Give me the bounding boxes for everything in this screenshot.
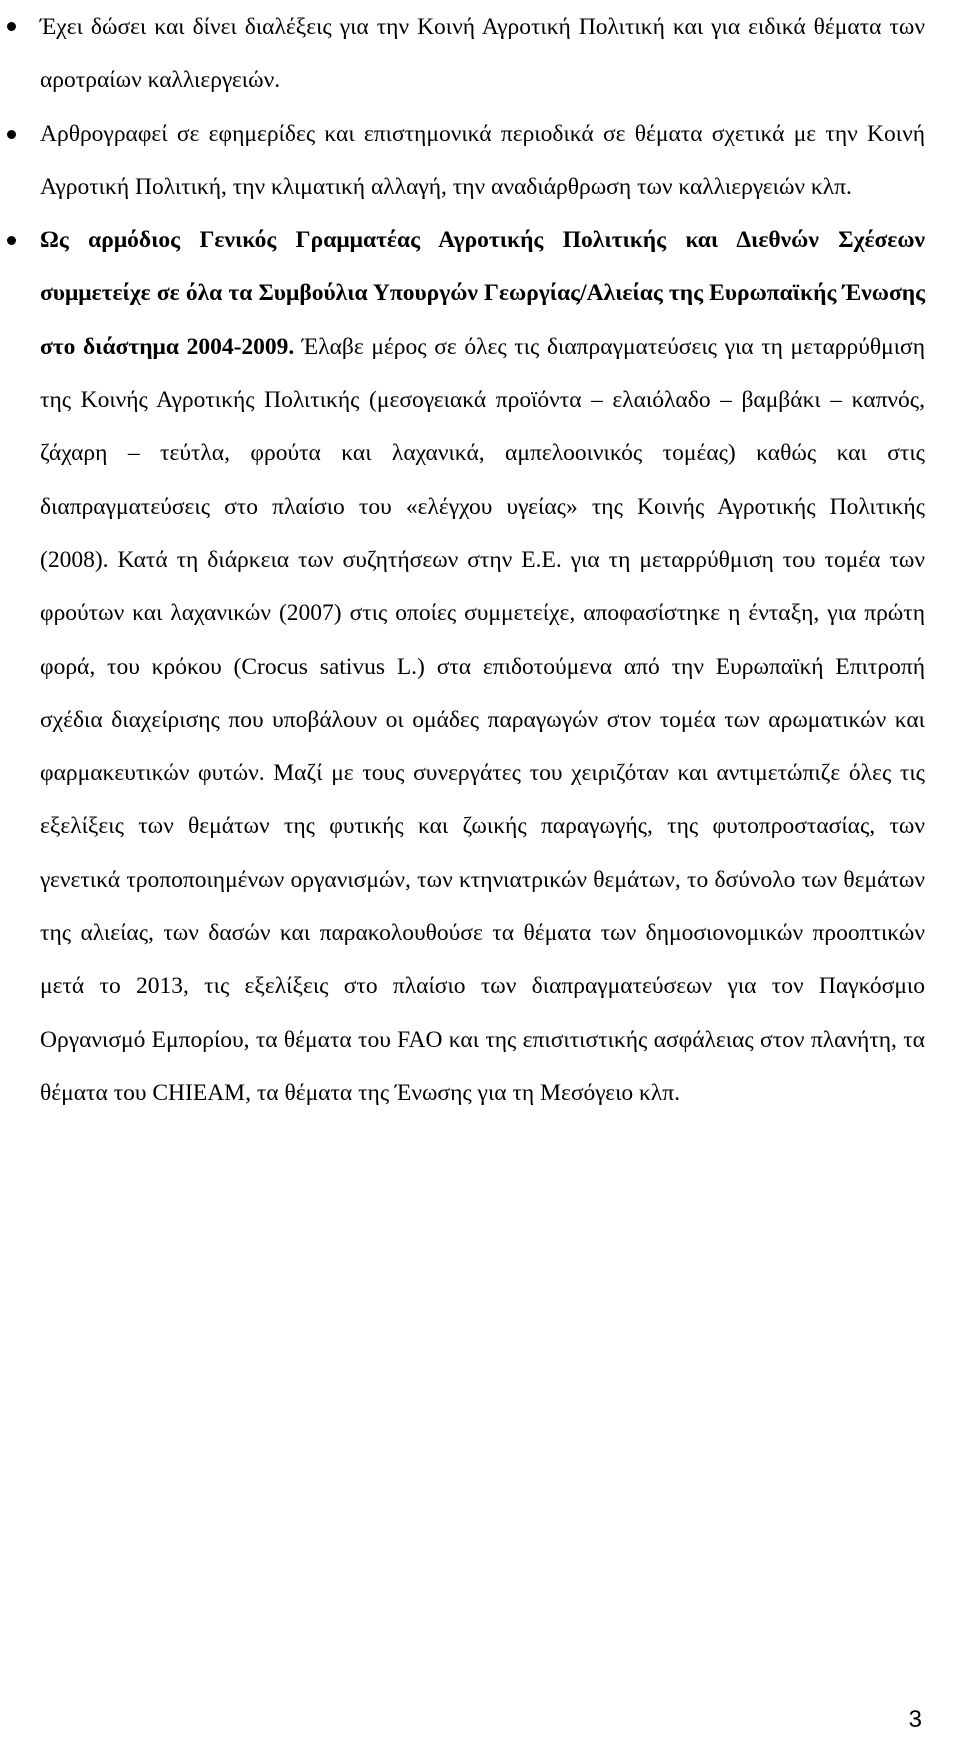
bullet-icon <box>7 22 16 31</box>
bullet-bold-text: Ως αρμόδιος Γενικός Γραμματέας Αγροτικής Πολιτικής και Διεθνών Σχέσεων συμμετείχε σε όλα τα Συμβούλια Υπουργών Γεωργίας/Αλιείας της Ευρωπαϊκής Ένωσης στο διάστημα 2004-2009. <box>40 227 925 360</box>
bullet-text: Αρθρογραφεί σε εφημερίδες και επιστημονικά περιοδικά σε θέματα σχετικά με την Κοινή Αγροτική Πολιτική, την κλιματική αλλαγή, την αναδιάρθρωση των καλλιεργειών κλπ. <box>40 120 925 200</box>
bullet-icon <box>7 130 16 139</box>
bullet-item-lectures <box>40 1 925 108</box>
bullet-item-secretary-general <box>40 214 925 1120</box>
bullet-item-articles <box>40 108 925 215</box>
bullet-icon <box>7 236 16 245</box>
bullet-text: Έχει δώσει και δίνει διαλέξεις για την Κοινή Αγροτική Πολιτική και για ειδικά θέματα των αροτραίων καλλιεργειών. <box>40 14 925 94</box>
page-number: 3 <box>908 1706 922 1733</box>
bullet-list <box>40 0 925 1120</box>
bullet-text: Έλαβε μέρος σε όλες τις διαπραγματεύσεις για τη μεταρρύθμιση της Κοινής Αγροτικής Πολιτικής (μεσογειακά προϊόντα – ελαιόλαδο – βαμβάκι – καπνός, ζάχαρη – τεύτλα, φρούτα και λαχανικά, αμπελοοινικός τομέας) καθώς και στις διαπραγματεύσεις στο πλαίσιο του «ελέγχου υγείας» της Κοινής Αγροτικής Πολιτικής (2008). Κατά τη διάρκεια των συζητήσεων στην Ε.Ε. για τη μεταρρύθμιση του τομέα των φρούτων και λαχανικών (2007) στις οποίες συμμετείχε, αποφασίστηκε η ένταξη, για πρώτη φορά, του κρόκου (Crocus sativus L.) στα επιδοτούμενα από την Ευρωπαϊκή Επιτροπή σχέδια διαχείρισης που υποβάλουν οι ομάδες παραγωγών στον τομέα των αρωματικών και φαρμακευτικών φυτών. Μαζί με τους συνεργάτες του χειριζόταν και αντιμετώπιζε όλες τις εξελίξεις των θεμάτων της φυτικής και ζωικής παραγωγής, της φυτοπροστασίας, των γενετικά τροποποιημένων οργανισμών, των κτηνιατρικών θεμάτων, το δσύνολο των θεμάτων της αλιείας, των δασών και παρακολουθούσε τα θέματα των δημοσιονομικών προοπτικών μετά το 2013, τις εξελίξεις στο πλαίσιο των διαπραγματεύσεων για τον Παγκόσμιο Οργανισμό Εμπορίου, τα θέματα του FAO και της επισιτιστικής ασφάλειας στον πλανήτη, τα θέματα του CHIEAM, τα θέματα της Ένωσης για τη Μεσόγειο κλπ. <box>40 333 925 1106</box>
